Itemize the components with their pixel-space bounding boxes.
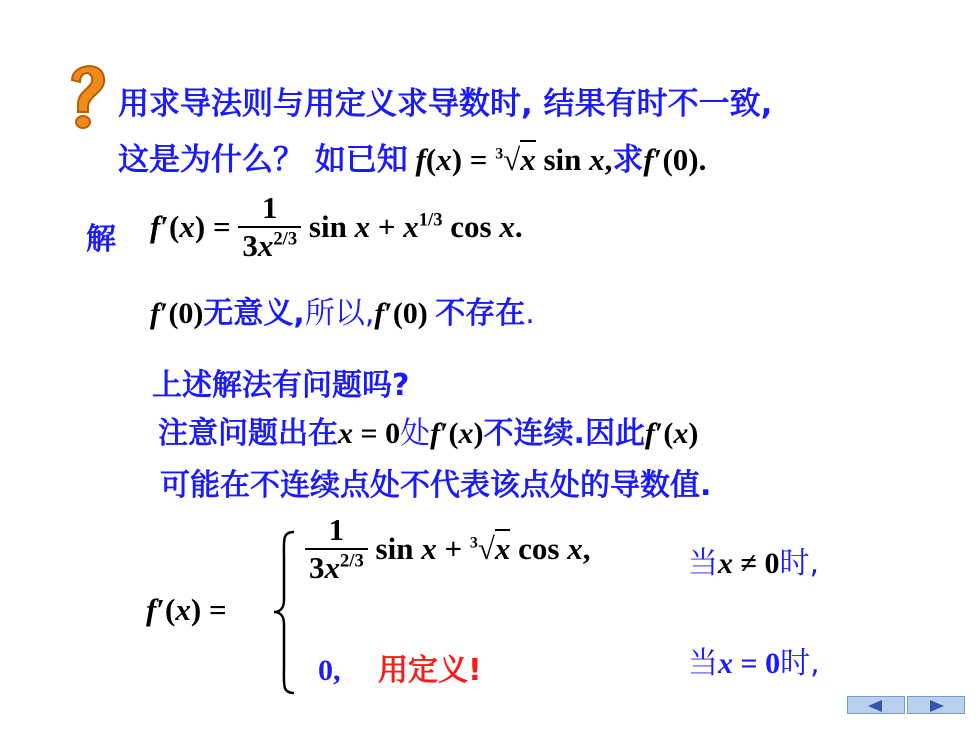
piecewise-lhs: f′(x) =: [146, 592, 227, 627]
discussion-line-2-c: 不连续.: [483, 416, 585, 451]
right-arrow-icon: [930, 700, 944, 712]
discussion-line-1: 上述解法有问题吗?: [152, 368, 410, 403]
question-line-2: [118, 134, 706, 179]
discussion-line-3: 可能在不连续点处不代表该点处的导数值.: [160, 468, 712, 503]
discussion-line-2: 注意问题出在x = 0处f′(x)不连续.因此f′(x): [158, 416, 699, 451]
when-text-2: 当: [688, 646, 718, 681]
case-2-condition: 当x = 0时,: [688, 646, 820, 681]
then-text-2: 时,: [780, 646, 820, 681]
period: .: [525, 296, 535, 331]
zero-value: 0,: [318, 654, 341, 687]
piecewise-brace: [272, 530, 298, 695]
no-meaning-text: 无意义,: [203, 296, 305, 331]
target-derivative: f′(0).: [643, 142, 707, 177]
question-line-2-text: 这是为什么？ 如已知: [118, 142, 408, 178]
derivative-formula: f′(x) = $\frac{1}{3x^{2/3}}$ $\sin x + x^{1/3}$ cos x.: [150, 190, 523, 263]
discussion-line-2-d: 因此: [584, 416, 645, 451]
discussion-line-2-a: 注意问题出在: [158, 416, 338, 451]
by-definition-text: 用定义!: [378, 653, 482, 688]
left-arrow-icon: [868, 700, 882, 712]
so-text: 所以,: [304, 296, 375, 331]
not-exist-text: 不存在: [435, 296, 526, 331]
piecewise-case-1: $\frac{1}{3x^{2/3}}$ sin x + $^3$√x cos x,: [305, 512, 590, 586]
solution-label: 解: [86, 222, 116, 257]
comma: ,: [604, 142, 613, 177]
question-mark-icon: [62, 58, 112, 130]
discussion-line-2-b: 处: [400, 416, 431, 451]
given-function: f(x) = $^3$√x sin x: [415, 142, 605, 177]
piecewise-case-2: [318, 645, 482, 689]
prev-button[interactable]: [847, 696, 905, 714]
then-text: 时,: [779, 546, 820, 581]
next-button[interactable]: [907, 696, 965, 714]
conclusion-line: f′(0)无意义,所以,f′(0) 不存在.: [150, 296, 535, 331]
question-line-1: 用求导法则与用定义求导数时, 结果有时不一致,: [118, 86, 773, 122]
case-1-condition: 当x ≠ 0时,: [688, 546, 820, 581]
when-text: 当: [688, 546, 718, 581]
find-label: 求: [612, 142, 644, 178]
